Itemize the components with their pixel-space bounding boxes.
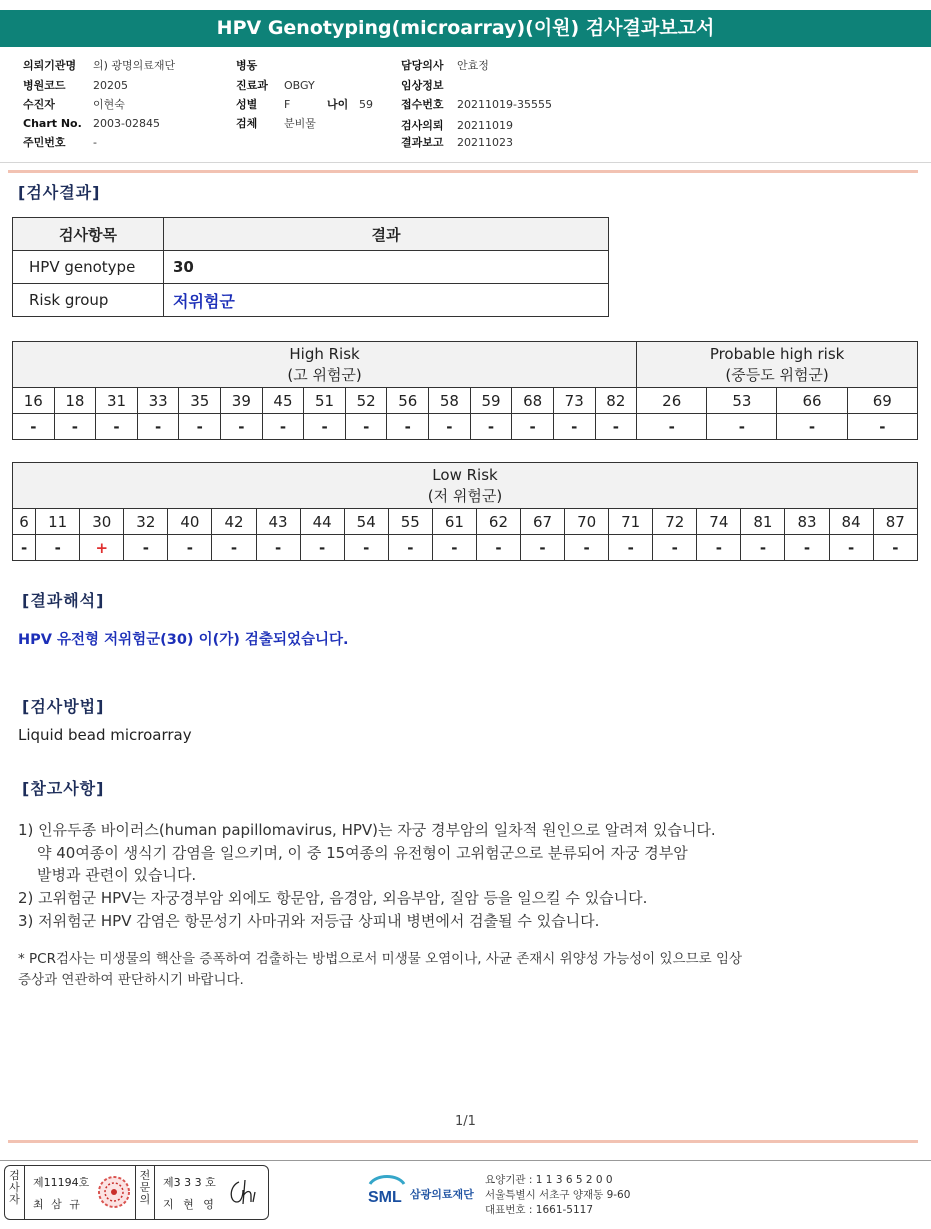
page-number: 1/1 — [455, 1114, 476, 1129]
institution-code: 요양기관 : 1 1 3 6 5 2 0 0 — [485, 1174, 613, 1186]
low-risk-result-row — [13, 535, 918, 561]
org-name: 삼광의료재단 — [410, 1188, 474, 1201]
specialist-label-text: 전문의 — [139, 1169, 151, 1206]
probable-risk-label: Probable high risk — [709, 344, 845, 363]
section-interpretation: [결과해석] — [22, 591, 105, 610]
info-age: 나이 59 — [327, 98, 373, 111]
genotype-result-cell: - — [13, 414, 55, 440]
genotype-cell: 45 — [262, 388, 304, 414]
genotype-result-cell: - — [36, 535, 80, 561]
genotype-result-cell: - — [777, 414, 847, 440]
genotype-result-cell: - — [344, 535, 388, 561]
genotype-result-cell: - — [697, 535, 741, 561]
genotype-result-cell: - — [256, 535, 300, 561]
genotype-cell: 11 — [36, 509, 80, 535]
info-sex: 성별 F — [236, 98, 291, 111]
genotype-result-cell: - — [553, 414, 595, 440]
genotype-result-cell: - — [741, 535, 785, 561]
genotype-result-cell: - — [565, 535, 609, 561]
specialist-number: 제3 3 3 호 — [163, 1176, 216, 1189]
genotype-cell: 40 — [168, 509, 212, 535]
info-doctor: 담당의사 안효정 — [401, 59, 489, 72]
genotype-cell: 54 — [344, 509, 388, 535]
result-header-item: 검사항목 — [13, 218, 164, 251]
genotype-result-cell: - — [137, 414, 179, 440]
genotype-result-cell: - — [212, 535, 256, 561]
logo-text: SML — [368, 1189, 402, 1206]
info-request-date: 검사의뢰 20211019 — [401, 119, 513, 132]
result-header-row — [13, 218, 609, 251]
info-hospital-code: 병원코드 20205 — [23, 79, 128, 92]
genotype-result-cell: - — [304, 414, 346, 440]
probable-risk-sublabel: (중등도 위험군) — [725, 365, 829, 384]
genotype-cell: 84 — [829, 509, 873, 535]
reference-item: 2) 고위험군 HPV는 자궁경부암 외에도 항문암, 음경암, 외음부암, 질암 등을 일으킬 수 있습니다. — [18, 889, 648, 907]
genotype-cell: 44 — [300, 509, 344, 535]
genotype-cell: 70 — [565, 509, 609, 535]
genotype-cell: 66 — [777, 388, 847, 414]
genotype-cell: 52 — [345, 388, 387, 414]
result-header-value: 결과 — [164, 218, 609, 251]
low-risk-sublabel: (저 위험군) — [427, 486, 503, 505]
genotype-cell: 56 — [387, 388, 429, 414]
info-specimen: 검체 분비물 — [236, 117, 316, 130]
section-method: [검사방법] — [22, 697, 105, 716]
examiner-label — [5, 1166, 25, 1219]
result-value: 30 — [164, 251, 609, 284]
genotype-cell: 55 — [388, 509, 432, 535]
genotype-cell: 26 — [637, 388, 707, 414]
result-item: HPV genotype — [13, 251, 164, 284]
genotype-cell: 67 — [521, 509, 565, 535]
genotype-cell: 62 — [476, 509, 520, 535]
genotype-result-cell: - — [221, 414, 263, 440]
result-row-genotype — [13, 251, 609, 284]
genotype-result-cell: - — [168, 535, 212, 561]
genotype-result-cell: - — [179, 414, 221, 440]
genotype-cell: 69 — [847, 388, 917, 414]
genotype-cell: 74 — [697, 509, 741, 535]
note-text: * PCR검사는 미생물의 핵산을 증폭하여 검출하는 방법으로서 미생물 오염이나, 사균 존재시 위양성 가능성이 있으므로 임상 — [18, 951, 743, 967]
genotype-result-cell: - — [873, 535, 917, 561]
report-title: HPV Genotyping(microarray)(이원) 검사결과보고서 — [0, 10, 931, 47]
result-value: 저위험군 — [164, 284, 609, 317]
info-resident-no: 주민번호 - — [23, 136, 97, 149]
info-report-date: 결과보고 20211023 — [401, 136, 513, 149]
high-risk-type-row — [13, 388, 918, 414]
genotype-result-cell: - — [432, 535, 476, 561]
result-table — [12, 217, 609, 317]
genotype-cell: 73 — [553, 388, 595, 414]
genotype-result-cell: - — [388, 535, 432, 561]
genotype-result-cell: - — [829, 535, 873, 561]
note-text: 증상과 연관하여 판단하시기 바랍니다. — [18, 972, 244, 988]
reference-item: 1) 인유두종 바이러스(human papillomavirus, HPV)는 자궁 경부암의 일차적 원인으로 알려져 있습니다. — [18, 821, 716, 839]
genotype-cell: 18 — [54, 388, 96, 414]
result-row-risk — [13, 284, 609, 317]
genotype-cell: 32 — [124, 509, 168, 535]
institution-address: 서울특별시 서초구 양재동 9-60 — [485, 1189, 631, 1201]
genotype-cell: 39 — [221, 388, 263, 414]
high-risk-sublabel: (고 위험군) — [287, 365, 362, 384]
genotype-cell: 31 — [96, 388, 138, 414]
low-risk-type-row — [13, 509, 918, 535]
specialist-label — [135, 1166, 155, 1219]
genotype-cell: 87 — [873, 509, 917, 535]
reference-item: 약 40여종이 생식기 감염을 일으키며, 이 중 15여종의 유전형이 고위험군으로 분류되어 자궁 경부암 — [37, 844, 688, 862]
low-risk-label: Low Risk — [432, 465, 498, 484]
genotype-result-cell: - — [707, 414, 777, 440]
genotype-cell: 61 — [432, 509, 476, 535]
genotype-cell: 72 — [653, 509, 697, 535]
high-risk-result-row — [13, 414, 918, 440]
genotype-cell: 81 — [741, 509, 785, 535]
method-text: Liquid bead microarray — [18, 726, 192, 744]
genotype-cell: 42 — [212, 509, 256, 535]
genotype-result-cell: - — [345, 414, 387, 440]
probable-risk-band — [637, 342, 918, 388]
signature-icon — [225, 1176, 265, 1208]
genotype-cell: 35 — [179, 388, 221, 414]
genotype-result-cell: - — [300, 535, 344, 561]
low-risk-band-row — [13, 463, 918, 509]
info-clinical: 임상정보 — [401, 79, 444, 92]
examiner-number: 제11194호 — [33, 1176, 90, 1189]
institution-phone: 대표번호 : 1661-5117 — [485, 1204, 594, 1216]
patient-info — [0, 47, 931, 163]
genotype-cell: 53 — [707, 388, 777, 414]
genotype-result-cell: - — [470, 414, 512, 440]
info-chart-no: Chart No. 2003-02845 — [23, 117, 160, 130]
high-risk-label: High Risk — [289, 344, 360, 363]
genotype-cell: 71 — [609, 509, 653, 535]
genotype-cell: 6 — [13, 509, 36, 535]
genotype-result-cell: - — [785, 535, 829, 561]
genotype-result-cell: - — [387, 414, 429, 440]
high-risk-band-row — [13, 342, 918, 388]
info-receipt-no: 접수번호 20211019-35555 — [401, 98, 552, 111]
genotype-result-cell: - — [595, 414, 637, 440]
genotype-result-cell: - — [521, 535, 565, 561]
genotype-result-cell: - — [512, 414, 554, 440]
genotype-cell: 43 — [256, 509, 300, 535]
info-ward: 병동 — [236, 59, 258, 72]
genotype-result-cell: - — [653, 535, 697, 561]
genotype-cell: 16 — [13, 388, 55, 414]
genotype-result-cell: - — [609, 535, 653, 561]
genotype-result-cell: - — [262, 414, 304, 440]
footer-divider — [0, 1160, 931, 1161]
low-risk-band — [13, 463, 918, 509]
genotype-result-cell: + — [80, 535, 124, 561]
genotype-result-cell: - — [847, 414, 917, 440]
genotype-result-cell: - — [96, 414, 138, 440]
genotype-cell: 82 — [595, 388, 637, 414]
genotype-result-cell: - — [124, 535, 168, 561]
section-result: [검사결과] — [18, 183, 101, 202]
genotype-cell: 68 — [512, 388, 554, 414]
genotype-cell: 51 — [304, 388, 346, 414]
genotype-cell: 83 — [785, 509, 829, 535]
examiner-label-text: 검사자 — [9, 1169, 20, 1206]
info-department: 진료과 OBGY — [236, 79, 315, 92]
institution-info — [485, 1173, 630, 1218]
examiner-name: 최 삼 규 — [33, 1198, 82, 1211]
genotype-cell: 30 — [80, 509, 124, 535]
result-item: Risk group — [13, 284, 164, 317]
genotype-result-cell: - — [476, 535, 520, 561]
seal-icon — [97, 1175, 131, 1209]
high-risk-table — [12, 341, 918, 440]
reference-item: 발병과 관련이 있습니다. — [37, 866, 197, 884]
genotype-result-cell: - — [429, 414, 471, 440]
genotype-cell: 58 — [429, 388, 471, 414]
section-reference: [참고사항] — [22, 779, 105, 798]
genotype-result-cell: - — [13, 535, 36, 561]
divider-top — [8, 170, 918, 173]
sml-logo-icon — [366, 1172, 408, 1210]
divider-bottom — [8, 1140, 918, 1143]
genotype-cell: 33 — [137, 388, 179, 414]
low-risk-table — [12, 462, 918, 561]
specialist-name: 지 현 영 — [163, 1198, 217, 1211]
info-requester: 의뢰기관명 의) 광명의료재단 — [23, 59, 176, 72]
genotype-result-cell: - — [637, 414, 707, 440]
info-patient: 수진자 이현숙 — [23, 98, 125, 111]
signature-box — [4, 1165, 269, 1220]
reference-item: 3) 저위험군 HPV 감염은 항문성기 사마귀와 저등급 상피내 병변에서 검출될 수 있습니다. — [18, 912, 600, 930]
interpretation-text: HPV 유전형 저위험군(30) 이(가) 검출되었습니다. — [18, 632, 349, 648]
genotype-cell: 59 — [470, 388, 512, 414]
high-risk-band — [13, 342, 637, 388]
genotype-result-cell: - — [54, 414, 96, 440]
